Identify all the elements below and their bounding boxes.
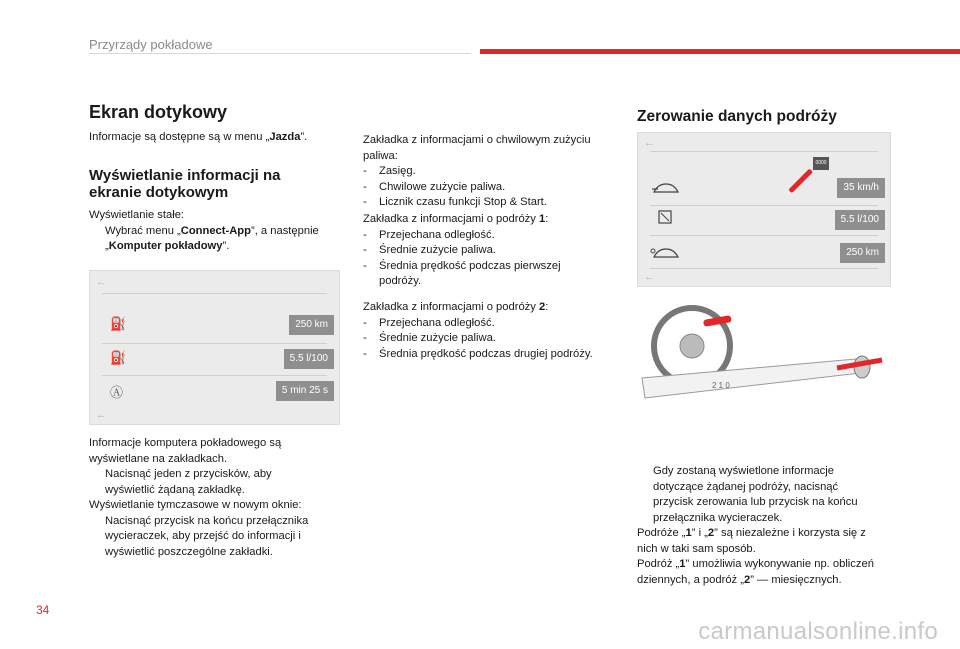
back-arrow-icon: ← [644, 137, 655, 149]
back-arrow-icon: ← [96, 276, 107, 288]
bullet-marker [89, 467, 105, 498]
header-accent-bar [480, 49, 960, 54]
average-speed-value[interactable]: 35 km/h [837, 178, 885, 198]
tab-trip-1: Zakładka z informacjami o podróży 1: - Przejechana odległość. - Średnie zużycie paliwa. - Średnia prędkość podczas pierwszej podróży. [363, 213, 561, 287]
average-speed-icon [652, 181, 680, 195]
reset-instructions: Gdy zostaną wyświetlone informacje dotyczące żądanej podróży, nacisnąć przycisk zerowania lub przycisk na końcu przełącznika wycieraczek. Podróże „1” i „2” są niezależne i korzysta się z nich w taki sam sposób. Podróż „1” umożliwia wykonywanie np. obliczeń dziennych, a podróż „2” — miesięcznych. [637, 465, 874, 586]
trip-computer-instructions: Informacje komputera pokładowego są wyświetlane na zakładkach. Nacisnąć jeden z przycisków, aby wyświetlić żądaną zakładkę. Wyświetlanie tymczasowe w nowym oknie: Nacisnąć przycisk na końcu przełącznika wycieraczek, aby przejść do informacji i wyświetlić poszczególne zakładki. [89, 436, 351, 560]
tab-instant-consumption: Zakładka z informacjami o chwilowym zużyciu paliwa: - Zasięg. - Chwilowe zużycie paliwa. - Licznik czasu funkcji Stop & Start. [363, 134, 591, 208]
section-subtitle: Wyświetlanie informacji na ekranie dotykowym [89, 167, 281, 201]
bullet-marker [89, 514, 105, 561]
fuel-consumption-icon: ⛽ [110, 350, 127, 365]
back-arrow-icon: ← [96, 409, 107, 421]
fuel-consumption-icon [658, 210, 672, 224]
bullet-marker [637, 464, 653, 526]
tab-trip-2: Zakładka z informacjami o podróży 2: - Przejechana odległość. - Średnie zużycie paliwa. - Średnia prędkość podczas drugiej podróży. [363, 301, 593, 360]
watermark: carmanualsonline.info [698, 618, 938, 645]
touchscreen-trip-reset [637, 132, 891, 287]
stop-start-icon: Ⓐ [110, 385, 124, 400]
range-value[interactable]: 250 km [289, 315, 334, 335]
header-divider [89, 53, 471, 54]
consumption-value[interactable]: 5.5 l/100 [284, 349, 334, 369]
section-title: Przyrządy pokładowe [89, 37, 213, 52]
distance-icon [650, 246, 680, 260]
touchscreen-trip-computer [89, 270, 340, 425]
back-arrow-icon: ← [644, 271, 655, 283]
permanent-display-text: Wyświetlanie stałe: Wybrać menu „Connect-App”, a następnie „Komputer pokładowy”. [89, 208, 349, 255]
reset-section-title: Zerowanie danych podróży [637, 108, 837, 125]
page-number: 34 [36, 603, 50, 617]
stop-start-timer-value[interactable]: 5 min 25 s [276, 381, 334, 401]
bullet-marker [89, 224, 105, 255]
wiper-stalk-illustration [637, 298, 891, 430]
fuel-pump-icon: ⛽ [110, 316, 127, 331]
svg-text:2 1 0: 2 1 0 [712, 381, 730, 390]
reset-button[interactable]: 0000 [813, 157, 829, 170]
distance-value[interactable]: 250 km [840, 243, 885, 263]
page-title: Ekran dotykowy [89, 102, 228, 122]
consumption-value[interactable]: 5.5 l/100 [835, 210, 885, 230]
intro-text: Informacje są dostępne są w menu „Jazda”. [89, 131, 308, 143]
